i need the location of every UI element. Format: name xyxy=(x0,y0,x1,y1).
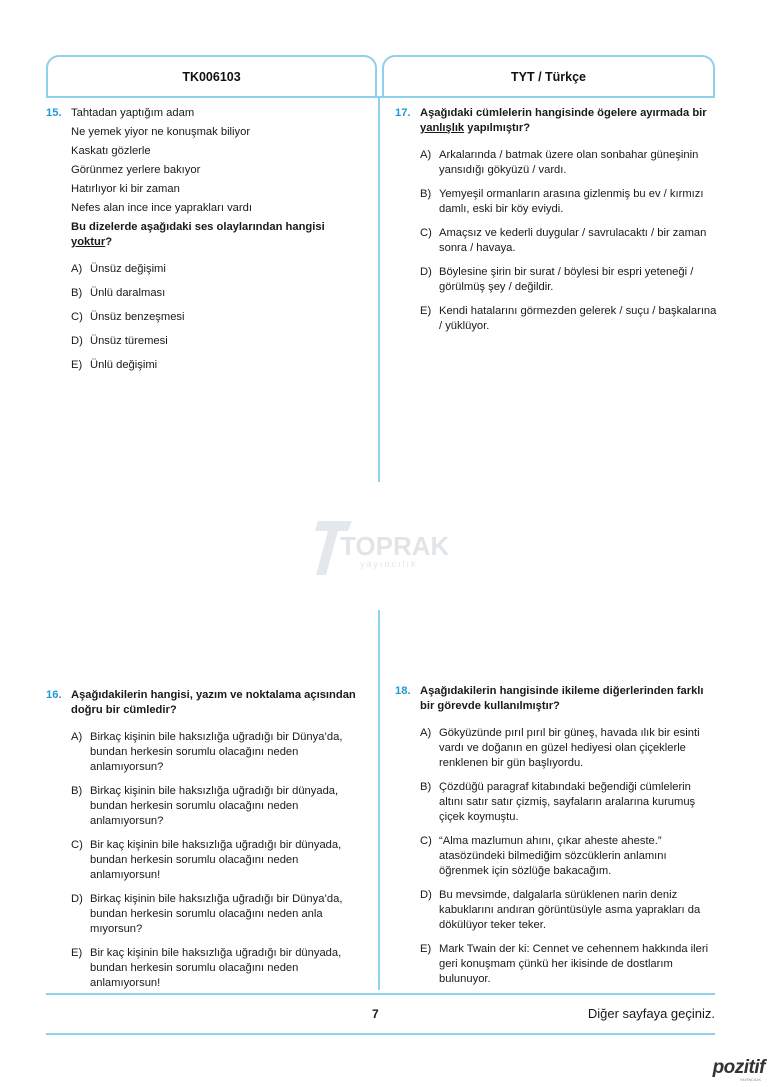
question-number: 17. xyxy=(395,107,411,119)
column-divider-top xyxy=(378,97,380,482)
poem-line: Nefes alan ince ince yaprakları vardı xyxy=(71,202,252,214)
option-b[interactable] xyxy=(420,187,717,217)
option-letter: D) xyxy=(420,889,432,901)
option-e[interactable] xyxy=(420,304,717,334)
question-number: 18. xyxy=(395,685,411,697)
option-e[interactable] xyxy=(71,358,368,373)
stem-text: yapılmıştır? xyxy=(464,122,531,134)
option-text: Ünlü değişimi xyxy=(90,359,158,371)
next-page-note: Diğer sayfaya geçiniz. xyxy=(587,1006,715,1021)
option-c[interactable] xyxy=(420,834,717,879)
option-text: Birkaç kişinin bile haksızlığa uğradığı bir dünyada, bundan herkesin sorumlu olacağını neden anlamıyorsun? xyxy=(90,785,339,827)
option-text: Yemyeşil ormanların arasına gizlenmiş bu ev / kırmızı damlı, eski bir köy eviydi. xyxy=(439,188,704,215)
option-letter: B) xyxy=(420,781,432,793)
option-letter: C) xyxy=(71,311,83,323)
footer-top-rule xyxy=(46,993,715,995)
booklet-code: TK006103 xyxy=(182,70,241,84)
poem-line: Kaskatı gözlerle xyxy=(71,145,151,157)
question-stem xyxy=(420,106,717,136)
stem-emphasis: yoktur xyxy=(71,236,106,248)
option-b[interactable] xyxy=(71,784,368,829)
option-letter: B) xyxy=(420,188,432,200)
option-text: Çözdüğü paragraf kitabındaki beğendiği cümlelerin altını satır satır çizmiş, sayfaların aralarına kurumuş çiçek koymuştu. xyxy=(439,781,696,823)
option-text: Ünsüz değişimi xyxy=(90,263,166,275)
option-letter: D) xyxy=(420,266,432,278)
question-number: 16. xyxy=(46,689,62,701)
option-text: Birkaç kişinin bile haksızlığa uğradığı bir Dünya’da, bundan herkesin sorumlu olacağını neden anla mıyorsun? xyxy=(90,893,343,935)
stem-emphasis: yanlışlık xyxy=(420,122,465,134)
header-right-box xyxy=(382,55,715,97)
option-text: Bir kaç kişinin bile haksızlığa uğradığı bir dünyada, bundan herkesin sorumlu olacağını neden anlamıyorsun! xyxy=(90,839,342,881)
option-letter: B) xyxy=(71,287,83,299)
poem-line: Tahtadan yaptığım adam xyxy=(71,107,195,119)
option-a[interactable] xyxy=(71,730,368,775)
option-a[interactable] xyxy=(420,726,717,771)
option-c[interactable] xyxy=(420,226,717,256)
option-text: Bu mevsimde, dalgalarla sürüklenen narin deniz kabuklarını andıran görüntüsüyle asma yaprakları da dökülüyor teker teker. xyxy=(439,889,701,931)
poem-line: Görünmez yerlere bakıyor xyxy=(71,164,201,176)
page-number: 7 xyxy=(372,1007,379,1021)
option-b[interactable] xyxy=(420,780,717,825)
option-text: Ünsüz türemesi xyxy=(90,335,168,347)
question-stem xyxy=(71,220,368,250)
option-a[interactable] xyxy=(71,262,368,277)
option-letter: E) xyxy=(420,943,432,955)
option-d[interactable] xyxy=(71,892,368,937)
footer-bottom-rule xyxy=(46,1033,715,1035)
column-divider-bottom xyxy=(378,610,380,990)
option-text: Birkaç kişinin bile haksızlığa uğradığı bir Dünya’da, bundan herkesin sorumlu olacağını neden anlamıyorsun? xyxy=(90,731,343,773)
option-a[interactable] xyxy=(420,148,717,178)
option-text: “Alma mazlumun ahını, çıkar aheste aheste.” atasözündeki bilmediğim sözcüklerin anlamını öğrenmek için sözlüğe bakacağım. xyxy=(439,835,667,877)
question-number: 15. xyxy=(46,107,62,119)
publisher-logo-sub: YAYINCILIK xyxy=(739,1077,761,1082)
option-d[interactable] xyxy=(420,888,717,933)
stem-text: ? xyxy=(105,236,113,248)
option-e[interactable] xyxy=(420,942,717,987)
watermark-subtext: yayıncılık xyxy=(360,559,418,569)
option-letter: A) xyxy=(71,731,83,743)
option-text: Ünlü daralması xyxy=(90,287,166,299)
option-letter: E) xyxy=(71,359,83,371)
option-letter: A) xyxy=(420,149,432,161)
header-divider xyxy=(46,96,715,98)
option-letter: E) xyxy=(71,947,83,959)
subject-title: TYT / Türkçe xyxy=(510,70,587,84)
question-17 xyxy=(395,106,717,343)
option-letter: E) xyxy=(420,305,432,317)
option-letter: C) xyxy=(71,839,83,851)
watermark-text: TOPRAK xyxy=(340,531,450,561)
option-letter: C) xyxy=(420,835,432,847)
poem-line: Hatırlıyor ki bir zaman xyxy=(71,183,180,195)
option-c[interactable] xyxy=(71,310,368,325)
option-text: Amaçsız ve kederli duygular / savrulacaktı / bir zaman sonra / havaya. xyxy=(439,227,707,254)
option-text: Bir kaç kişinin bile haksızlığa uğradığı bir dünyada, bundan herkesin sorumlu olacağını neden anlamıyorsun! xyxy=(90,947,342,989)
stem-text: Bu dizelerde aşağıdaki ses olaylarından hangisi xyxy=(71,221,325,233)
option-d[interactable] xyxy=(71,334,368,349)
publisher-watermark xyxy=(312,515,452,581)
option-b[interactable] xyxy=(71,286,368,301)
option-letter: A) xyxy=(420,727,432,739)
option-letter: C) xyxy=(420,227,432,239)
option-letter: A) xyxy=(71,263,83,275)
question-stem: Aşağıdakilerin hangisi, yazım ve noktalama açısından doğru bir cümledir? xyxy=(71,689,356,716)
option-text: Ünsüz benzeşmesi xyxy=(90,311,185,323)
option-d[interactable] xyxy=(420,265,717,295)
option-e[interactable] xyxy=(71,946,368,991)
option-text: Böylesine şirin bir surat / böylesi bir espri yeteneği / görülmüş şey / değildir. xyxy=(439,266,694,293)
option-text: Mark Twain der ki: Cennet ve cehennem hakkında ileri geri konuşmam çünkü her ikisinde de dostlarım bulunuyor. xyxy=(439,943,709,985)
option-text: Kendi hatalarını görmezden gelerek / suçu / başkalarına / yüklüyor. xyxy=(439,305,717,332)
option-c[interactable] xyxy=(71,838,368,883)
question-18 xyxy=(395,684,717,996)
option-text: Arkalarında / batmak üzere olan sonbahar güneşinin yansıdığı gökyüzü / vardı. xyxy=(439,149,699,176)
question-stem: Aşağıdakilerin hangisinde ikileme diğerlerinden farklı bir görevde kullanılmıştır? xyxy=(420,685,704,712)
option-letter: D) xyxy=(71,893,83,905)
header-left-box xyxy=(46,55,377,97)
option-letter: D) xyxy=(71,335,83,347)
poem-line: Ne yemek yiyor ne konuşmak biliyor xyxy=(71,126,251,138)
question-16 xyxy=(46,688,368,1000)
question-15 xyxy=(46,106,368,382)
stem-text: Aşağıdaki cümlelerin hangisinde ögelere ayırmada bir xyxy=(420,107,707,119)
option-text: Gökyüzünde pırıl pırıl bir güneş, havada ılık bir esinti vardı ve doğanın en güzel hediyesi olan çiçeklerle renklenen bir gün başlıyordu. xyxy=(439,727,700,769)
publisher-logo: pozitif xyxy=(712,1057,765,1078)
option-letter: B) xyxy=(71,785,83,797)
